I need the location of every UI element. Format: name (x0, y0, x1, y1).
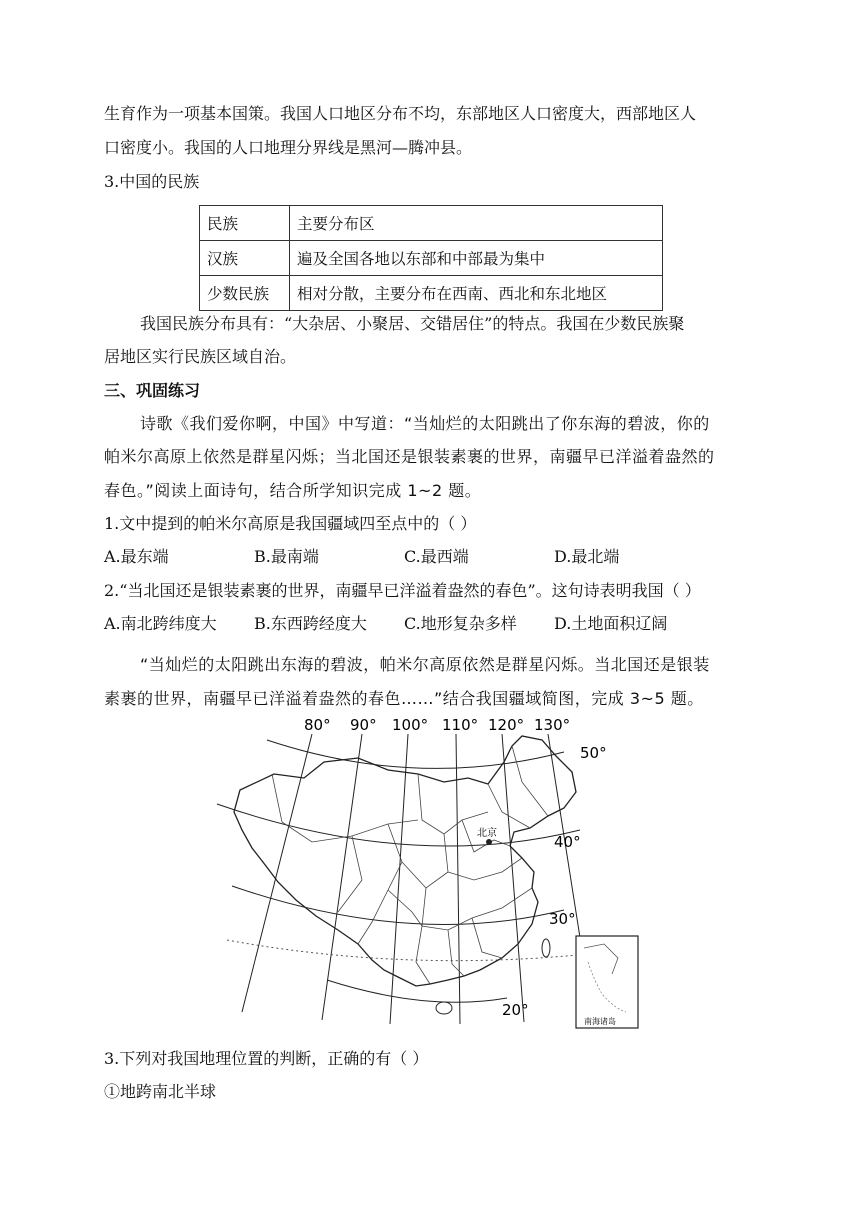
south-china-sea-inset (576, 936, 638, 1028)
table-cell: 汉族 (200, 241, 290, 276)
longitude-label: 100° (392, 716, 429, 734)
option-b: B.东西跨经度大 (254, 614, 367, 633)
ethnic-table (199, 205, 663, 311)
longitude-label: 120° (488, 716, 525, 734)
poem-line: 春色。”阅读上面诗句，结合所学知识完成 1~2 题。 (104, 481, 482, 500)
option-c: C.地形复杂多样 (404, 614, 517, 633)
passage-line: “当灿烂的太阳跳出东海的碧波，帕米尔高原依然是群星闪烁。当北国还是银装 (140, 655, 710, 674)
latitude-label: 20° (502, 1001, 529, 1019)
table-header-row (200, 206, 663, 241)
section-heading: 3.中国的民族 (104, 172, 200, 191)
table-cell: 相对分散，主要分布在西南、西北和东北地区 (290, 276, 663, 311)
latitude-label: 40° (554, 833, 581, 851)
paragraph-line: 口密度小。我国的人口地理分界线是黑河—腾冲县。 (104, 138, 473, 157)
parallel-lines (217, 740, 580, 1002)
option-d: D.土地面积辽阔 (554, 614, 668, 633)
option-a: A.南北跨纬度大 (104, 614, 217, 633)
hainan-island (436, 1002, 452, 1014)
province-borders (272, 746, 548, 984)
table-cell: 遍及全国各地以东部和中部最为集中 (290, 241, 663, 276)
paragraph-line: 居地区实行民族区域自治。 (104, 347, 297, 366)
table-row (200, 241, 663, 276)
poem-line: 诗歌《我们爱你啊，中国》中写道：“当灿烂的太阳跳出了你东海的碧波，你的 (140, 414, 710, 433)
table-header-cell: 主要分布区 (290, 206, 663, 241)
longitude-label: 110° (442, 716, 479, 734)
option-a: A.最东端 (104, 547, 169, 566)
paragraph-line: 我国民族分布具有：“大杂居、小聚居、交错居住”的特点。我国在少数民族聚 (140, 314, 685, 333)
taiwan-island (542, 939, 550, 957)
paragraph-line: 生育作为一项基本国策。我国人口地区分布不均，东部地区人口密度大，西部地区人 (104, 104, 697, 123)
question-stem: 2.“当北国还是银装素裹的世界，南疆早已洋溢着盎然的春色”。这句诗表明我国（ ） (104, 581, 701, 600)
longitude-label: 90° (350, 716, 377, 734)
china-outline (234, 736, 576, 986)
question-item: ①地跨南北半球 (104, 1082, 217, 1101)
inset-label: 南海诸岛 (584, 1017, 616, 1026)
option-b: B.最南端 (254, 547, 319, 566)
table-header-cell: 民族 (200, 206, 290, 241)
meridian-lines (242, 734, 592, 1024)
capital-marker (486, 839, 492, 845)
china-territory-map (212, 712, 642, 1032)
question-stem: 1.文中提到的帕米尔高原是我国疆域四至点中的（ ） (104, 514, 477, 533)
latitude-label: 30° (549, 910, 576, 928)
table-cell: 少数民族 (200, 276, 290, 311)
question-stem: 3.下列对我国地理位置的判断，正确的有（ ） (104, 1049, 429, 1068)
option-c: C.最西端 (404, 547, 469, 566)
longitude-label: 80° (304, 716, 331, 734)
passage-line: 素裹的世界，南疆早已洋溢着盎然的春色……”结合我国疆域简图，完成 3~5 题。 (104, 689, 704, 708)
capital-label: 北京 (477, 828, 497, 839)
latitude-label: 50° (580, 744, 607, 762)
practice-heading: 三、巩固练习 (104, 381, 201, 400)
table-row (200, 276, 663, 311)
poem-line: 帕米尔高原上依然是群星闪烁；当北国还是银装素裹的世界，南疆早已洋溢着盎然的 (104, 447, 715, 466)
longitude-label: 130° (534, 716, 571, 734)
option-d: D.最北端 (554, 547, 620, 566)
